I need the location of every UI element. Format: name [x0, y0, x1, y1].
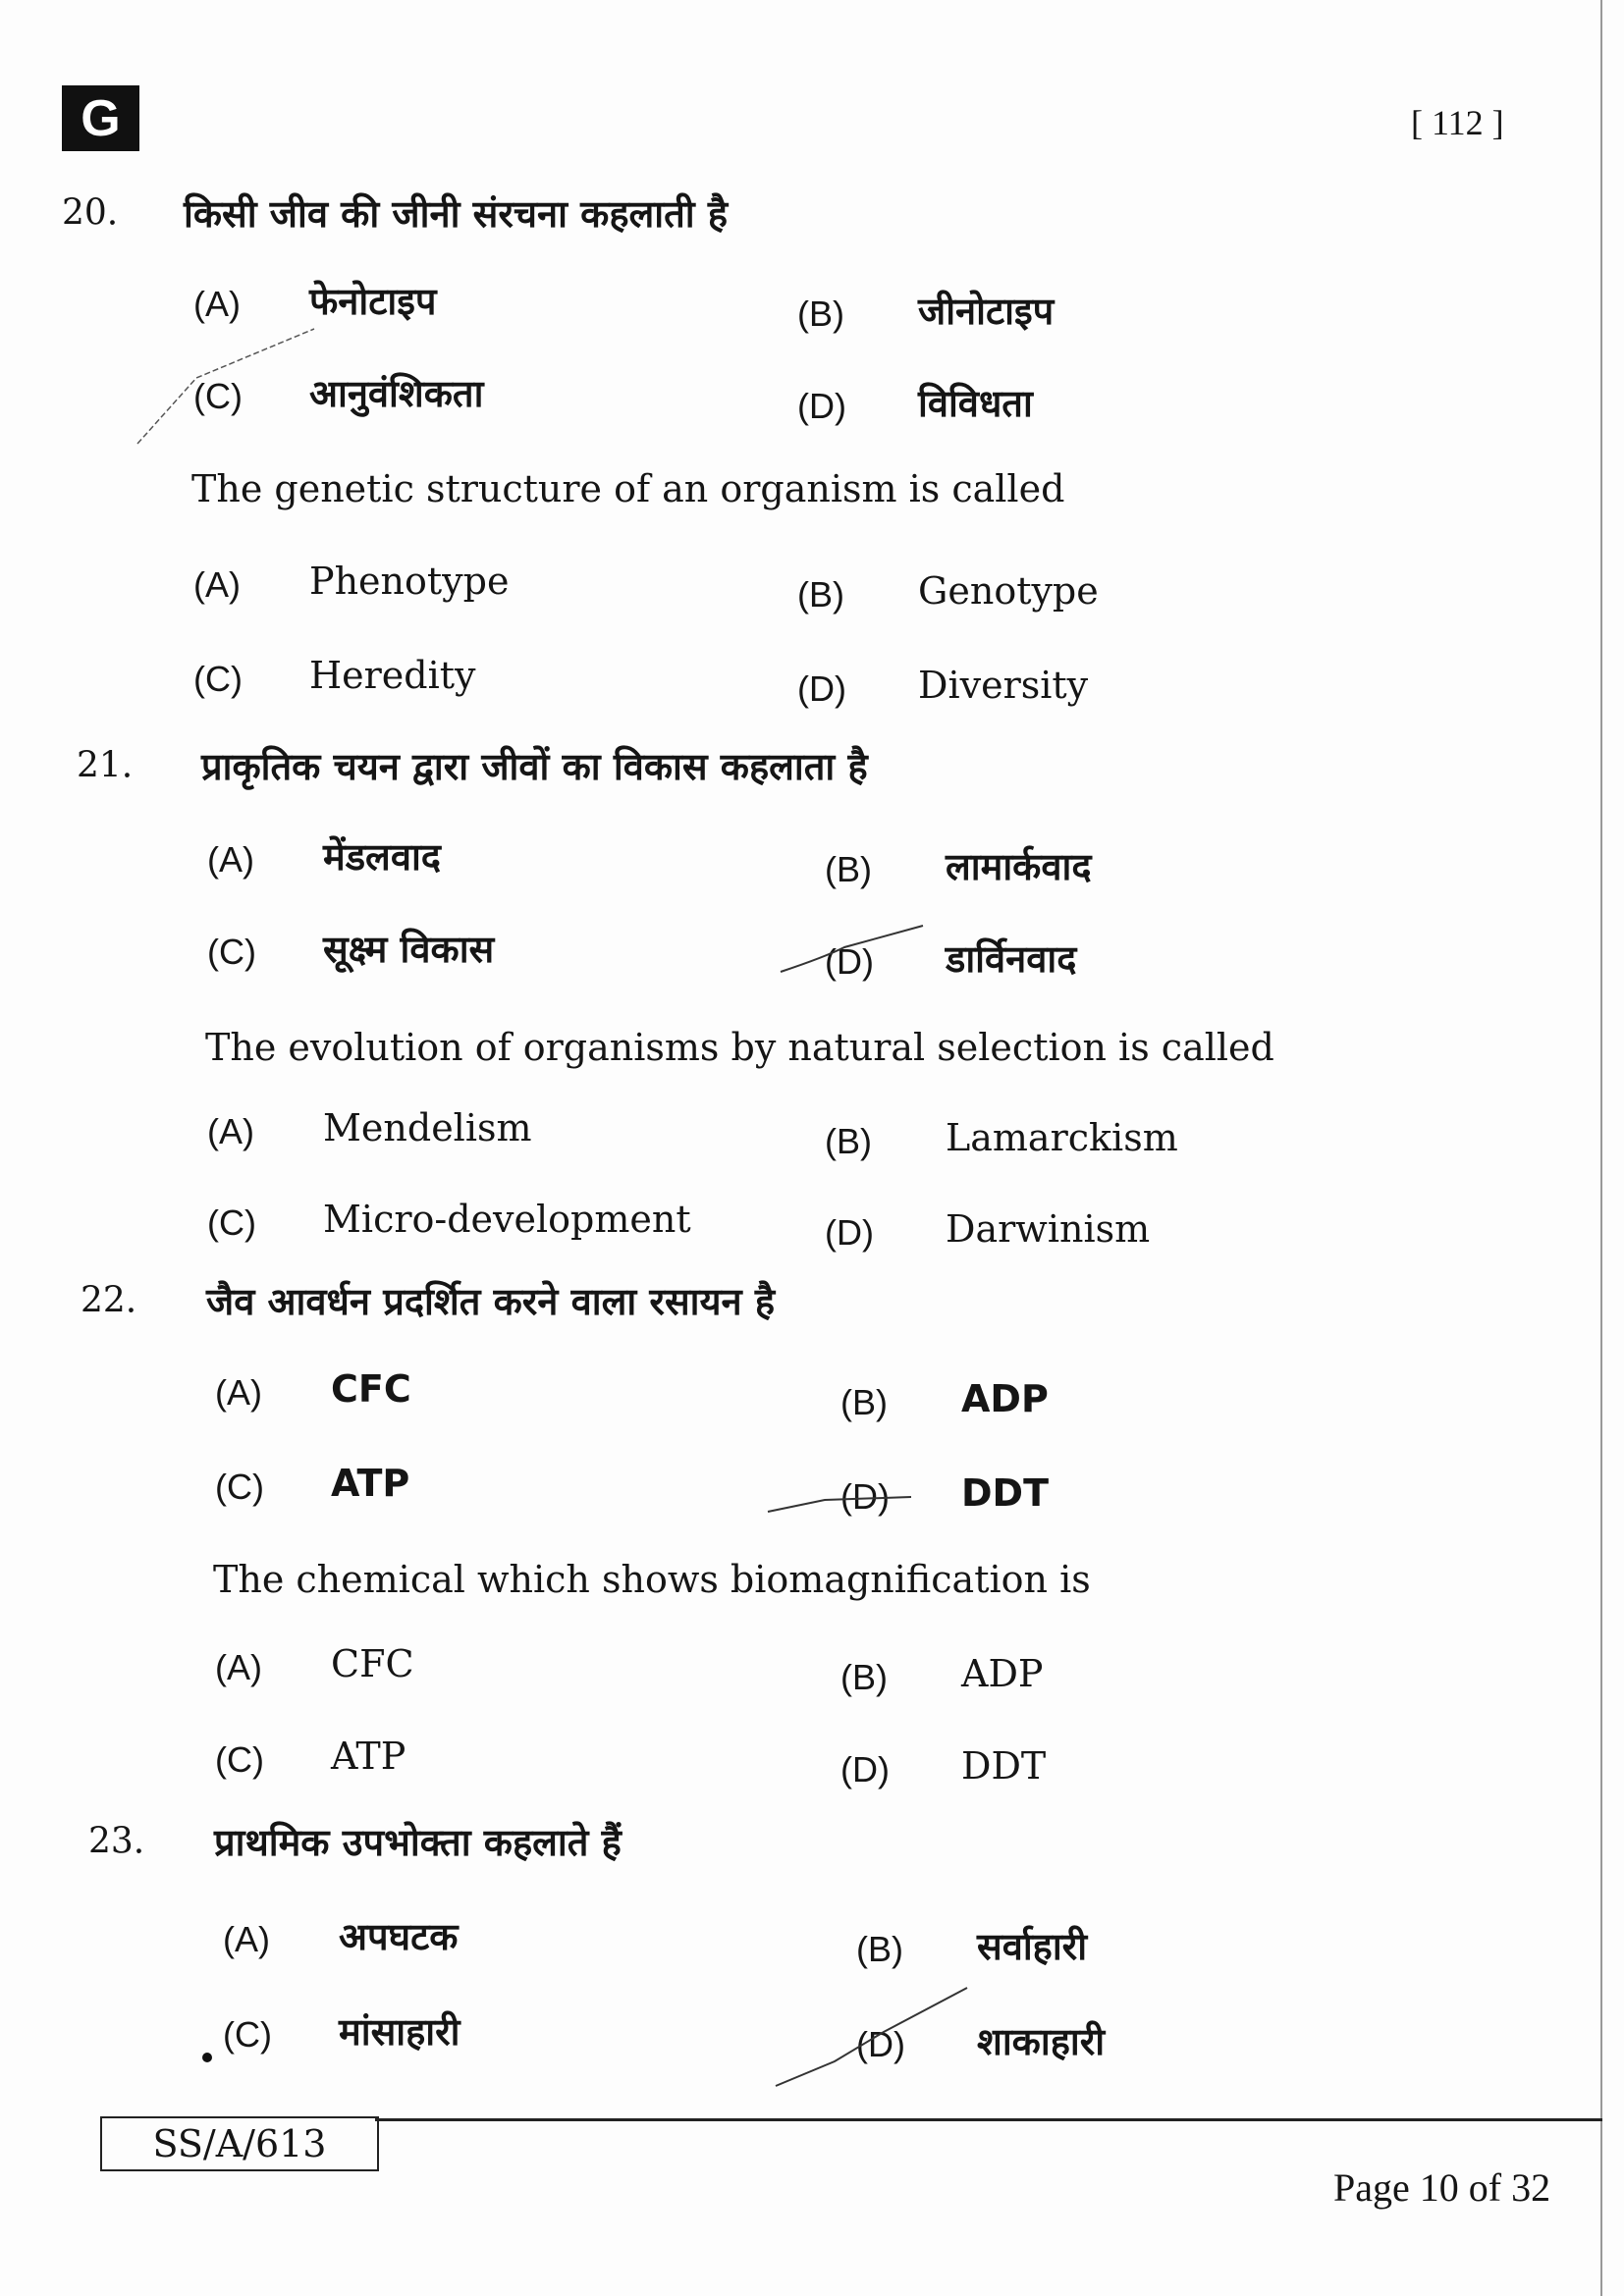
option-text: DDT — [961, 1471, 1050, 1515]
question-stem-english: The evolution of organisms by natural selection is called — [205, 1026, 1274, 1069]
option-label: (B) — [797, 574, 844, 614]
option-label: (C) — [193, 376, 243, 416]
question-number: 23. — [88, 1821, 145, 1862]
option-label: (B) — [825, 849, 872, 889]
option-text: ADP — [961, 1377, 1049, 1420]
option-label: (A) — [215, 1647, 262, 1687]
option-label: (C) — [207, 1202, 256, 1243]
option-text: मेंडलवाद — [323, 835, 441, 879]
option-label: (D) — [825, 941, 874, 982]
question-stem-hindi: प्राकृतिक चयन द्वारा जीवों का विकास कहलाता है — [201, 745, 868, 788]
option-label: (D) — [797, 386, 846, 426]
option-text: सूक्ष्म विकास — [323, 928, 495, 971]
option-label: (A) — [207, 1111, 254, 1151]
question-number: 20. — [62, 192, 119, 234]
option-label: (A) — [207, 839, 254, 880]
option-label: (A) — [223, 1919, 270, 1959]
footer-divider — [375, 2118, 1602, 2121]
question-stem-hindi: जैव आवर्धन प्रदर्शित करने वाला रसायन है — [206, 1280, 776, 1323]
option-text: ATP — [331, 1462, 410, 1505]
option-label: (C) — [207, 932, 256, 972]
question-stem-hindi: किसी जीव की जीनी संरचना कहलाती है — [184, 192, 729, 236]
option-text: Micro-development — [323, 1198, 691, 1241]
option-text: Darwinism — [946, 1207, 1151, 1251]
option-text: मांसाहारी — [339, 2010, 460, 2054]
option-text: Mendelism — [323, 1106, 532, 1149]
option-label: (B) — [825, 1121, 872, 1161]
option-text: फेनोटाइप — [309, 280, 437, 323]
page-number: Page 10 of 32 — [1333, 2165, 1551, 2210]
option-label: (D) — [856, 2024, 905, 2064]
option-text: DDT — [961, 1744, 1047, 1788]
page-edge — [1600, 0, 1602, 2296]
option-text: CFC — [331, 1642, 414, 1685]
paper-code: SS/A/613 — [100, 2116, 379, 2171]
option-text: लामार्कवाद — [946, 845, 1092, 888]
option-text: विविधता — [918, 382, 1033, 425]
option-label: (A) — [215, 1372, 262, 1413]
option-label: (B) — [840, 1382, 888, 1422]
question-stem-english: The genetic structure of an organism is called — [191, 467, 1065, 510]
option-text: Heredity — [309, 654, 476, 697]
option-text: जीनोटाइप — [918, 290, 1055, 333]
option-label: (A) — [193, 284, 241, 324]
option-text: सर्वाहारी — [977, 1925, 1088, 1968]
option-text: Lamarckism — [946, 1116, 1178, 1159]
pen-dot — [202, 2053, 212, 2062]
option-text: अपघटक — [339, 1915, 459, 1958]
option-text: ATP — [331, 1735, 406, 1778]
option-label: (C) — [215, 1739, 264, 1780]
option-text: Phenotype — [309, 560, 510, 603]
option-label: (C) — [223, 2014, 272, 2055]
option-text: ADP — [961, 1652, 1044, 1695]
option-label: (D) — [797, 668, 846, 709]
option-text: Genotype — [918, 569, 1099, 613]
question-number: 21. — [77, 745, 134, 786]
option-label: (C) — [193, 659, 243, 699]
option-text: डार्विनवाद — [946, 937, 1077, 981]
option-text: CFC — [331, 1367, 411, 1411]
question-number: 22. — [81, 1280, 137, 1321]
option-label: (D) — [825, 1212, 874, 1253]
page-code: [ 112 ] — [1411, 103, 1504, 142]
option-label: (D) — [840, 1749, 890, 1789]
option-text: शाकाहारी — [977, 2020, 1106, 2063]
option-text: आनुवंशिकता — [309, 372, 484, 415]
option-text: Diversity — [918, 664, 1089, 707]
option-label: (D) — [840, 1476, 890, 1517]
option-label: (A) — [193, 564, 241, 605]
option-label: (B) — [840, 1657, 888, 1697]
option-label: (C) — [215, 1467, 264, 1507]
question-stem-hindi: प्राथमिक उपभोक्ता कहलाते हैं — [214, 1821, 622, 1864]
question-stem-english: The chemical which shows biomagnification is — [213, 1558, 1091, 1601]
option-label: (B) — [797, 294, 844, 334]
set-letter-badge: G — [62, 85, 139, 151]
option-label: (B) — [856, 1929, 903, 1969]
tick-mark-q22 — [768, 1497, 911, 1512]
